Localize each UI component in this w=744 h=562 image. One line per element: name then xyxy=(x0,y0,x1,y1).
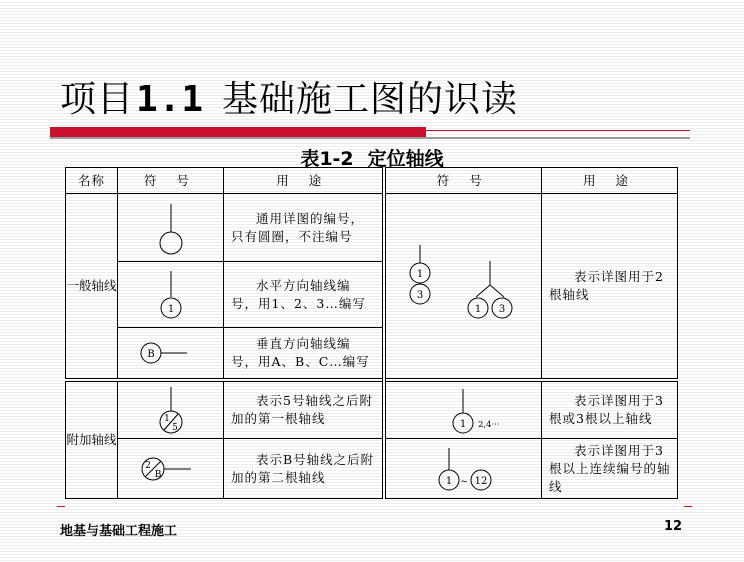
use-cell-1 xyxy=(224,194,384,262)
caption-label: 表1-2 xyxy=(300,148,354,170)
use-right-cell-3 xyxy=(542,439,678,499)
use-cell-2 xyxy=(224,262,384,328)
lettered-axis-label: B xyxy=(146,348,155,360)
footer-course-title: 地基与基础工程施工 xyxy=(60,524,178,539)
axis-table xyxy=(65,167,678,499)
use-text-5: 表示B号轴线之后附加的第二根轴线 xyxy=(231,451,375,485)
caption-text: 定位轴线 xyxy=(367,148,444,170)
consecutive-label-tilde: ~ xyxy=(460,476,469,487)
use-text-4: 表示5号轴线之后附加的第一根轴线 xyxy=(231,392,373,426)
use-text-1: 通用详图的编号，只有圆圈，不注编号 xyxy=(231,210,365,244)
title-accent-bar xyxy=(50,127,426,137)
two-axes-label-d: 3 xyxy=(499,303,506,315)
symbol-circle-numbered xyxy=(118,262,224,328)
attached-lettered-num: 2 xyxy=(144,460,151,471)
numbered-axis-label: 1 xyxy=(167,303,174,315)
header-use-1: 用 途 xyxy=(224,168,384,194)
use-cell-4 xyxy=(224,380,384,439)
two-axes-label-a: 1 xyxy=(417,268,424,280)
axis-multiple-icon xyxy=(398,383,528,437)
page-number: 12 xyxy=(664,519,683,534)
symbol-circle-plain xyxy=(118,194,224,262)
slide-title xyxy=(60,79,519,120)
axis-table-wrapper xyxy=(65,167,678,499)
use-cell-5 xyxy=(224,439,384,499)
consecutive-label-end: 12 xyxy=(474,475,488,487)
use-cell-3 xyxy=(224,328,384,380)
two-axes-label-b: 3 xyxy=(417,289,424,301)
multiple-axes-extra: 2,4··· xyxy=(478,419,500,430)
use-right-cell-1 xyxy=(542,194,678,380)
group-attached-label: 附加轴线 xyxy=(66,432,117,448)
attached-numbered-den: 5 xyxy=(171,422,178,433)
axis-attached-numbered-icon xyxy=(151,383,191,437)
group-general-label: 一般轴线 xyxy=(66,278,117,294)
use-right-text-1: 表示详图用于2根轴线 xyxy=(549,268,664,302)
footer-accent-right xyxy=(684,506,692,507)
axis-consecutive-icon xyxy=(398,442,528,496)
use-text-3: 垂直方向轴线编号，用A、B、C…编写 xyxy=(231,335,370,369)
title-text: 基础施工图的识读 xyxy=(222,79,519,120)
header-name: 名称 xyxy=(66,168,118,194)
attached-numbered-num: 1 xyxy=(163,413,170,424)
symbol-multiple-axes xyxy=(384,380,542,439)
title-number: 1.1 xyxy=(136,79,205,120)
header-symbol-2: 符 号 xyxy=(384,168,542,194)
title-divider xyxy=(50,137,690,139)
axis-attached-lettered-icon xyxy=(131,454,211,484)
axis-lettered-icon xyxy=(131,338,211,368)
footer-accent-left xyxy=(57,506,65,507)
symbol-circle-lettered xyxy=(118,328,224,380)
multiple-axes-label: 1 xyxy=(460,418,467,430)
table-row xyxy=(66,194,678,262)
use-right-text-3: 表示详图用于3根以上连续编号的轴线 xyxy=(549,442,671,494)
axis-numbered-icon xyxy=(151,267,191,323)
axis-two-axes-icon xyxy=(398,241,528,331)
use-text-2: 水平方向轴线编号，用1、2、3…编写 xyxy=(231,277,366,311)
symbol-consecutive-axes xyxy=(384,439,542,499)
use-right-text-2: 表示详图用于3根或3根以上轴线 xyxy=(549,392,664,426)
symbol-attached-lettered xyxy=(118,439,224,499)
table-header-row xyxy=(66,168,678,194)
attached-lettered-den: B xyxy=(154,469,161,480)
two-axes-label-c: 1 xyxy=(475,303,482,315)
table-row xyxy=(66,380,678,439)
consecutive-label-start: 1 xyxy=(446,475,453,487)
header-symbol-1: 符 号 xyxy=(118,168,224,194)
group-general xyxy=(66,194,118,380)
use-right-cell-2 xyxy=(542,380,678,439)
title-prefix: 项目 xyxy=(60,79,135,120)
header-use-2: 用 途 xyxy=(542,168,678,194)
title-accent-line xyxy=(426,130,690,131)
table-row xyxy=(66,439,678,499)
group-attached xyxy=(66,380,118,499)
axis-circle-icon xyxy=(151,198,191,258)
symbol-attached-numbered xyxy=(118,380,224,439)
symbol-two-axes xyxy=(384,194,542,380)
